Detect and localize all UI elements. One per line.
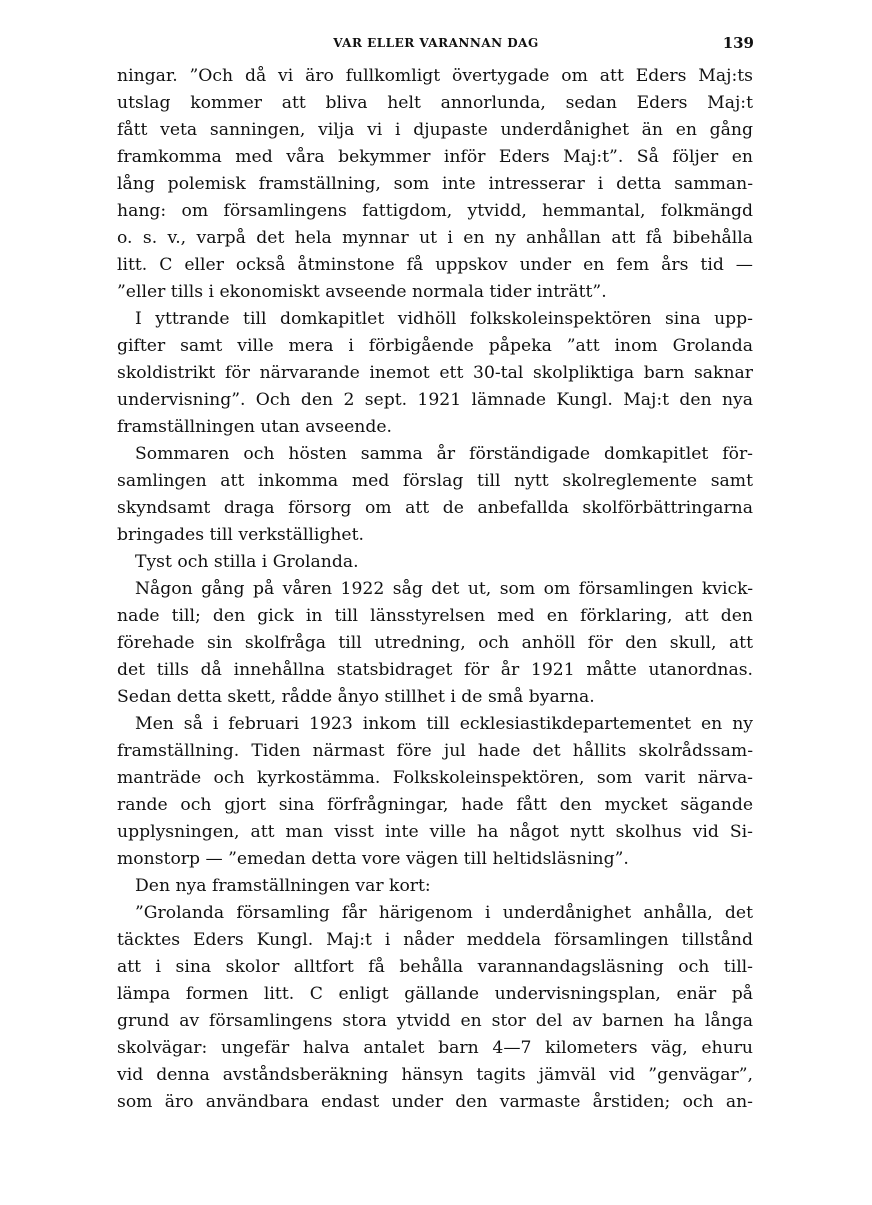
- text-line: skoldistrikt för närvarande inemot ett 30-tal skolpliktiga barn saknar: [117, 363, 753, 383]
- text-line: Någon gång på våren 1922 såg det ut, som om församlingen kvick-: [135, 579, 753, 599]
- text-line: ningar. ”Och då vi äro fullkomligt övertygade om att Eders Maj:ts: [117, 66, 753, 86]
- text-line: lämpa formen litt. C enligt gällande undervisningsplan, enär på: [117, 984, 753, 1004]
- running-head: [0, 34, 872, 56]
- text-line: hang: om församlingens fattigdom, ytvidd, hemmantal, folkmängd: [117, 201, 753, 221]
- text-line: Sommaren och hösten samma år förständigade domkapitlet för-: [135, 444, 753, 464]
- text-line: gifter samt ville mera i förbigående påpeka ”att inom Grolanda: [117, 336, 753, 356]
- text-line: monstorp — ”emedan detta vore vägen till heltidsläsning”.: [117, 849, 629, 869]
- text-line: vid denna avståndsberäkning hänsyn tagits jämväl vid ”genvägar”,: [117, 1065, 753, 1085]
- text-line: Den nya framställningen var kort:: [135, 876, 431, 896]
- text-line: rande och gjort sina förfrågningar, hade fått den mycket sägande: [117, 795, 753, 815]
- text-line: grund av församlingens stora ytvidd en stor del av barnen ha långa: [117, 1011, 753, 1031]
- text-line: samlingen att inkomma med förslag till nytt skolreglemente samt: [117, 471, 753, 491]
- text-line: framställning. Tiden närmast före jul hade det hållits skolrådssam-: [117, 741, 753, 761]
- text-line: förehade sin skolfråga till utredning, och anhöll för den skull, att: [117, 633, 753, 653]
- text-line: Sedan detta skett, rådde ånyo stillhet i de små byarna.: [117, 687, 595, 707]
- text-line: bringades till verkställighet.: [117, 525, 364, 545]
- text-line: I yttrande till domkapitlet vidhöll folkskoleinspektören sina upp-: [135, 309, 753, 329]
- text-line: skyndsamt draga försorg om att de anbefallda skolförbättringarna: [117, 498, 753, 518]
- text-line: upplysningen, att man visst inte ville ha något nytt skolhus vid Si-: [117, 822, 753, 842]
- text-line: det tills då innehållna statsbidraget för år 1921 måtte utanordnas.: [117, 660, 753, 680]
- running-title: VAR ELLER VARANNAN DAG: [333, 36, 539, 50]
- text-line: lång polemisk framställning, som inte intresserar i detta samman-: [117, 174, 753, 194]
- text-line: nade till; den gick in till länsstyrelsen med en förklaring, att den: [117, 606, 753, 626]
- text-line: framställningen utan avseende.: [117, 417, 393, 437]
- text-line: att i sina skolor alltfort få behålla varannandagsläsning och till-: [117, 957, 753, 977]
- text-line: täcktes Eders Kungl. Maj:t i nåder meddela församlingen tillstånd: [117, 930, 753, 950]
- text-line: skolvägar: ungefär halva antalet barn 4—7 kilometers väg, ehuru: [117, 1038, 753, 1058]
- text-line: som äro användbara endast under den varmaste årstiden; och an-: [117, 1092, 753, 1112]
- text-line: undervisning”. Och den 2 sept. 1921 lämnade Kungl. Maj:t den nya: [117, 390, 753, 410]
- text-line: utslag kommer att bliva helt annorlunda, sedan Eders Maj:t: [117, 93, 753, 113]
- page-number: 139: [722, 34, 754, 52]
- text-line: Tyst och stilla i Grolanda.: [135, 552, 359, 572]
- text-line: manträde och kyrkostämma. Folkskoleinspektören, som varit närva-: [117, 768, 753, 788]
- text-line: litt. C eller också åtminstone få uppskov under en fem års tid —: [117, 255, 753, 275]
- text-line: Men så i februari 1923 inkom till ecklesiastikdepartementet en ny: [135, 714, 753, 734]
- text-line: ”Grolanda församling får härigenom i underdånighet anhålla, det: [135, 903, 753, 923]
- text-line: ”eller tills i ekonomiskt avseende normala tider inträtt”.: [117, 282, 607, 302]
- text-line: fått veta sanningen, vilja vi i djupaste underdånighet än en gång: [117, 120, 753, 140]
- text-line: o. s. v., varpå det hela mynnar ut i en ny anhållan att få bibehålla: [117, 228, 753, 248]
- text-line: framkomma med våra bekymmer inför Eders Maj:t”. Så följer en: [117, 147, 753, 167]
- body-text: [117, 63, 753, 1116]
